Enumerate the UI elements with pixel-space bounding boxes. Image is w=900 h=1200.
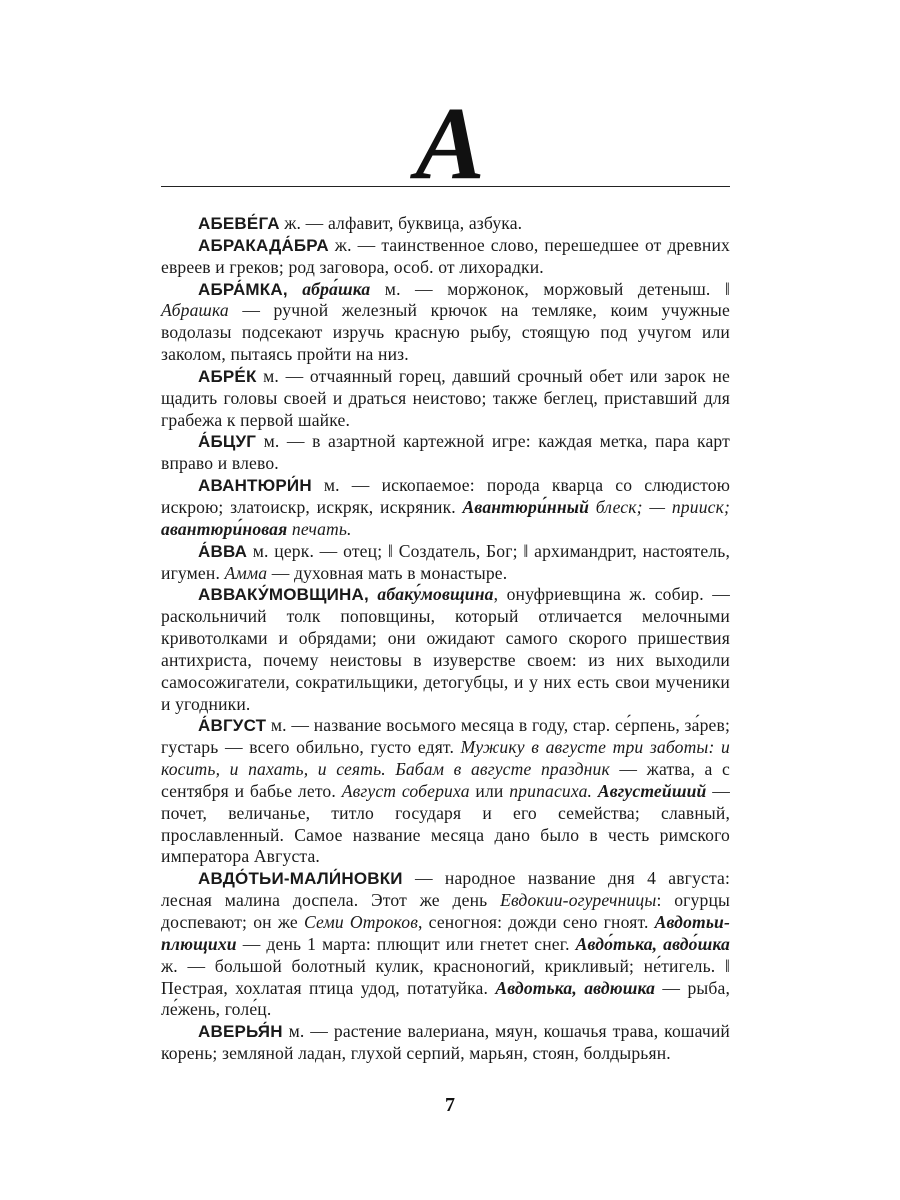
definition-text: м. — ископаемое: порода кварца со слюдистою искрою; златоискр, искряк, искряник. [161, 475, 730, 517]
dictionary-entry [161, 213, 730, 235]
headword: АВДО́ТЬИ-МАЛИ́НОВКИ [198, 869, 403, 889]
bold-italic-term: абра́шка [302, 278, 371, 299]
italic-text: Август собериха [341, 780, 470, 801]
italic-text: Мужику в августе три заботы: и косить, и пахать, и сеять. Бабам в августе праздник [161, 737, 731, 780]
headword: АВАНТЮРИ́Н [198, 476, 312, 496]
dictionary-entry [161, 541, 730, 585]
bold-italic-term: Авдотька, авдюшка [495, 977, 656, 998]
italic-text: припасиха. [509, 780, 593, 801]
bold-italic-term: Авдотьи-плющихи [161, 912, 730, 954]
definition-text: : огурцы доспевают; он же [161, 890, 730, 932]
bold-italic-term: абаку́мовщина [377, 584, 494, 605]
headword: А́ВВА [198, 541, 248, 561]
headword: АБРА́МКА, [198, 279, 288, 299]
definition-text: — рыба, ле́жень, голе́ц. [161, 977, 731, 1020]
definition-text: — день 1 марта: плющит или гнетет снег. [236, 933, 576, 954]
definition-text: , онуфриевщина ж. собир. — раскольничий толк поповщины, который отличается мелочными кривотолками и обрядами; они ожидают самого скорого пришествия антихриста, почему неистовы в изуверстве своем: из них выходили самосожигатели, сократильщики, детогубцы, и у них есть свои мученики и угодники. [161, 584, 730, 714]
italic-text: печать. [287, 518, 352, 539]
definition-text: ж. — большой болотный кулик, красноногий, крикливый; не́тигель. ‖ Пестрая, хохлатая птица удод, потатуйка. [161, 955, 730, 998]
headword: АБРЕ́К [198, 366, 257, 386]
dictionary-entry [161, 1021, 730, 1065]
headword: АВВАКУ́МОВЩИНА, [198, 585, 369, 605]
definition-text: м. — растение валериана, мяун, кошачья трава, кошачий корень; земляной ладан, глухой серпий, марьян, стоян, болдырьян. [161, 1021, 730, 1064]
definition-text: или [469, 780, 510, 801]
italic-text: Абрашка [161, 300, 229, 321]
bold-italic-term: авантюри́новая [161, 518, 288, 539]
definition-text: — почет, величанье, титло государя и его семейства; славный, прославленный. Самое название месяца дано было в честь римского императора Августа. [161, 780, 730, 867]
definition-text: — духовная мать в монастыре. [267, 562, 508, 583]
dictionary-entries [161, 213, 730, 1065]
definition-text: м. — отчаянный горец, давший срочный обет или зарок не щадить головы своей и драться неистово; также беглец, приставший для грабежа к первой шайке. [161, 365, 730, 430]
dictionary-entry [161, 366, 730, 432]
definition-text [288, 279, 302, 299]
definition-text: , сеногноя: дожди сено гноят. [417, 912, 655, 932]
bold-italic-term: Августейший [597, 780, 707, 801]
headword: АВЕРЬЯ́Н [198, 1022, 283, 1042]
dictionary-entry [161, 431, 730, 475]
headword: АБРАКАДА́БРА [198, 235, 329, 255]
definition-text: — ручной железный крючок на темляке, коим учужные водолазы подсекают изручь красную рыбу, стоящую под учугом или заколом, пытаясь пройти на низ. [161, 300, 730, 365]
dictionary-entry [161, 715, 730, 868]
definition-text: ж. — алфавит, буквица, азбука. [279, 213, 523, 233]
headword: А́ВГУСТ [198, 716, 267, 736]
section-letter: A [415, 86, 485, 201]
bold-italic-term: Авдо́тька, авдо́шка [575, 933, 730, 954]
definition-text: м. — название восьмого месяца в году, стар. се́рпень, за́рев; густарь — всего обильно, густо едят. [161, 715, 730, 758]
dictionary-entry [161, 235, 730, 279]
dictionary-entry [161, 868, 730, 1021]
definition-text: — жатва, а с сентября и бабье лето. [161, 759, 730, 801]
definition-text: м. церк. — отец; ‖ Создатель, Бог; ‖ архимандрит, настоятель, игумен. [161, 540, 730, 583]
headword: А́БЦУГ [198, 432, 257, 452]
bold-italic-term: Авантюри́нный [462, 496, 590, 517]
header-rule [161, 186, 730, 187]
definition-text: — народное название дня 4 августа: лесная малина доспела. Этот же день [161, 868, 730, 911]
page-number: 7 [445, 1094, 455, 1116]
italic-text: Амма [224, 562, 268, 583]
dictionary-entry [161, 475, 730, 541]
dictionary-entry [161, 279, 730, 366]
definition-text: м. — моржонок, моржовый детеныш. ‖ [370, 278, 730, 299]
italic-text: Евдокии-огуречницы [500, 890, 657, 911]
italic-text: блеск; — прииск; [589, 496, 730, 517]
dictionary-entry [161, 584, 730, 715]
definition-text: м. — в азартной картежной игре: каждая метка, пара карт вправо и влево. [161, 431, 730, 474]
definition-text: ж. — таинственное слово, перешедшее от древних евреев и греков; род заговора, особ. от лихорадки. [161, 234, 730, 277]
italic-text: Семи Отроков [303, 912, 418, 932]
headword: АБЕВЕ́ГА [198, 214, 280, 233]
